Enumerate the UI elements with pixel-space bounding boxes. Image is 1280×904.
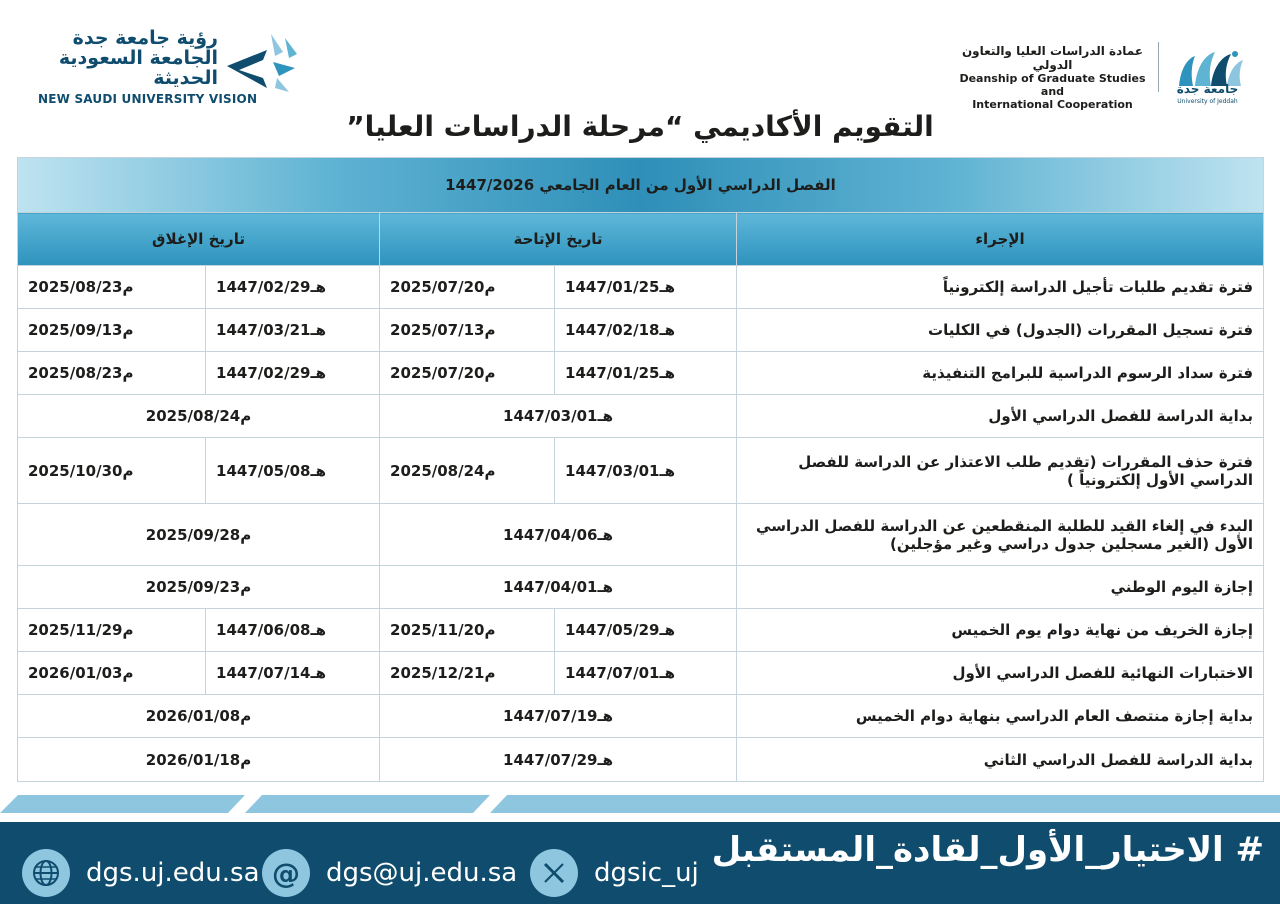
open-hijri-cell: 1447/01/25هـ: [555, 266, 737, 309]
column-headers: [18, 213, 1264, 266]
table-row: [18, 504, 1264, 566]
university-name-english: University of Jeddah: [1177, 98, 1238, 105]
single-hijri-cell: 1447/07/29هـ: [380, 738, 737, 782]
close-hijri-cell: 1447/07/14هـ: [206, 652, 380, 695]
procedure-cell: بداية الدراسة للفصل الدراسي الأول: [737, 395, 1264, 438]
deanship-english-1: Deanship of Graduate Studies and: [959, 72, 1146, 98]
single-hijri-cell: 1447/03/01هـ: [380, 395, 737, 438]
open-hijri-cell: 1447/05/29هـ: [555, 609, 737, 652]
deanship-english-2: International Cooperation: [972, 98, 1133, 111]
single-hijri-cell: 1447/04/01هـ: [380, 566, 737, 609]
close-hijri-cell: 1447/06/08هـ: [206, 609, 380, 652]
vision-mark-icon: [223, 32, 301, 94]
open-gregorian-cell: 2025/07/13م: [380, 309, 555, 352]
header-open-date: تاريخ الإتاحة: [380, 213, 737, 266]
vision-text: [38, 27, 258, 106]
semester-title: الفصل الدراسي الأول من العام الجامعي 1447/2026: [18, 158, 1264, 213]
open-gregorian-cell: 2025/08/24م: [380, 438, 555, 504]
page-footer: [0, 822, 1280, 904]
single-hijri-cell: 1447/07/19هـ: [380, 695, 737, 738]
email-link[interactable]: dgs@uj.edu.sa: [326, 858, 518, 888]
procedure-cell: بداية إجازة منتصف العام الدراسي بنهاية دوام الخميس: [737, 695, 1264, 738]
procedure-cell: إجازة الخريف من نهاية دوام يوم الخميس: [737, 609, 1264, 652]
open-hijri-cell: 1447/02/18هـ: [555, 309, 737, 352]
semester-row: [18, 158, 1264, 213]
table-row: [18, 652, 1264, 695]
deanship-logo: [950, 32, 1250, 112]
single-gregorian-cell: 2026/01/18م: [18, 738, 380, 782]
single-gregorian-cell: 2026/01/08م: [18, 695, 380, 738]
procedure-cell: إجازة اليوم الوطني: [737, 566, 1264, 609]
header-close-date: تاريخ الإغلاق: [18, 213, 380, 266]
close-hijri-cell: 1447/03/21هـ: [206, 309, 380, 352]
close-gregorian-cell: 2026/01/03م: [18, 652, 206, 695]
single-gregorian-cell: 2025/09/28م: [18, 504, 380, 566]
globe-icon: [22, 849, 70, 897]
vision-logo: [38, 27, 308, 106]
vision-line1: رؤية جامعة جدة: [72, 27, 218, 49]
x-logo-icon: [530, 849, 578, 897]
procedure-cell: فترة تسجيل المقررات (الجدول) في الكليات: [737, 309, 1264, 352]
procedure-cell: البدء في إلغاء القيد للطلبة المنقطعين عن الدراسة للفصل الدراسي الأول (الغير مسجلين جدول دراسي وغير مؤجلين): [737, 504, 1264, 566]
procedure-cell: فترة تقديم طلبات تأجيل الدراسة إلكترونياً: [737, 266, 1264, 309]
procedure-cell: فترة حذف المقررات (تقديم طلب الاعتذار عن الدراسة للفصل الدراسي الأول إلكترونياً ): [737, 438, 1264, 504]
page-title: التقويم الأكاديمي “مرحلة الدراسات العليا”: [346, 110, 934, 143]
website-link[interactable]: dgs.uj.edu.sa: [86, 858, 260, 888]
open-gregorian-cell: 2025/07/20م: [380, 352, 555, 395]
open-hijri-cell: 1447/07/01هـ: [555, 652, 737, 695]
close-gregorian-cell: 2025/08/23م: [18, 266, 206, 309]
deanship-arabic: عمادة الدراسات العليا والتعاون الدولي: [961, 44, 1144, 72]
open-hijri-cell: 1447/01/25هـ: [555, 352, 737, 395]
close-gregorian-cell: 2025/11/29م: [18, 609, 206, 652]
university-name-arabic: جامعة جدة: [1176, 82, 1239, 96]
table-row: [18, 609, 1264, 652]
table-row: [18, 266, 1264, 309]
vision-line2: الجامعة السعودية الحديثة: [58, 47, 218, 89]
close-gregorian-cell: 2025/08/23م: [18, 352, 206, 395]
close-hijri-cell: 1447/02/29هـ: [206, 266, 380, 309]
x-contact[interactable]: [530, 848, 699, 898]
table-row: [18, 566, 1264, 609]
website-contact[interactable]: [22, 848, 260, 898]
table-row: [18, 738, 1264, 782]
x-handle-link[interactable]: dgsic_uj: [594, 858, 699, 888]
deanship-text: [950, 44, 1155, 111]
single-gregorian-cell: 2025/08/24م: [18, 395, 380, 438]
procedure-cell: فترة سداد الرسوم الدراسية للبرامج التنفيذية: [737, 352, 1264, 395]
email-contact[interactable]: [262, 848, 517, 898]
table-row: [18, 695, 1264, 738]
hashtag-slogan: # الاختيار_الأول_لقادة_المستقبل: [711, 830, 1264, 870]
table-row: [18, 395, 1264, 438]
logo-divider: [1158, 42, 1159, 92]
single-hijri-cell: 1447/04/06هـ: [380, 504, 737, 566]
open-gregorian-cell: 2025/07/20م: [380, 266, 555, 309]
procedure-cell: الاختبارات النهائية للفصل الدراسي الأول: [737, 652, 1264, 695]
close-gregorian-cell: 2025/10/30م: [18, 438, 206, 504]
page-header: [0, 0, 1280, 110]
table-row: [18, 309, 1264, 352]
close-hijri-cell: 1447/05/08هـ: [206, 438, 380, 504]
open-gregorian-cell: 2025/11/20م: [380, 609, 555, 652]
vision-english: NEW SAUDI UNIVERSITY VISION: [38, 92, 258, 106]
table-row: [18, 438, 1264, 504]
close-gregorian-cell: 2025/09/13م: [18, 309, 206, 352]
table-row: [18, 352, 1264, 395]
procedure-cell: بداية الدراسة للفصل الدراسي الثاني: [737, 738, 1264, 782]
open-hijri-cell: 1447/03/01هـ: [555, 438, 737, 504]
single-gregorian-cell: 2025/09/23م: [18, 566, 380, 609]
at-sign-icon: @: [262, 849, 310, 897]
header-procedure: الإجراء: [737, 213, 1264, 266]
close-hijri-cell: 1447/02/29هـ: [206, 352, 380, 395]
decorative-strip: [0, 795, 1280, 815]
open-gregorian-cell: 2025/12/21م: [380, 652, 555, 695]
academic-calendar-table: [17, 157, 1264, 782]
